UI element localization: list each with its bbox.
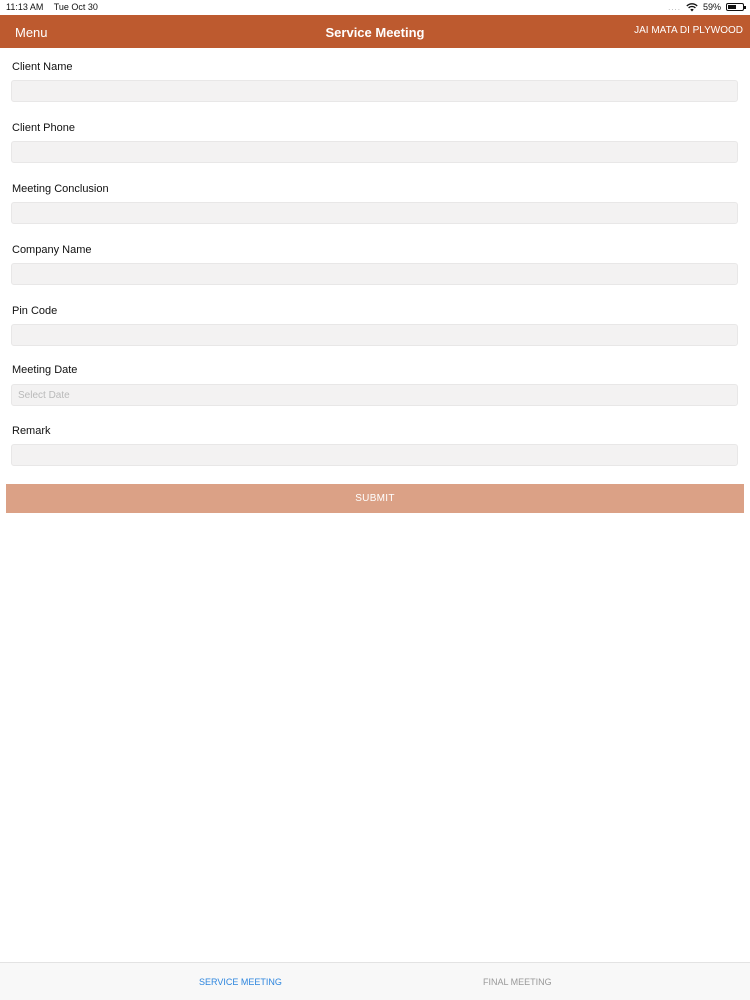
page-title: Service Meeting (325, 25, 425, 40)
tab-final-meeting[interactable]: FINAL MEETING (483, 977, 552, 987)
company-name-field-label: Company Name (12, 244, 92, 256)
status-left (6, 2, 106, 12)
status-bar (0, 0, 750, 15)
tab-bar (0, 962, 750, 1000)
remark-input[interactable] (11, 444, 738, 466)
client-name-input[interactable] (11, 80, 738, 102)
client-phone-label: Client Phone (12, 122, 75, 134)
status-right (668, 2, 744, 12)
meeting-conclusion-label: Meeting Conclusion (12, 183, 109, 195)
client-name-label: Client Name (12, 61, 73, 73)
status-date: Tue Oct 30 (53, 2, 98, 12)
client-phone-input[interactable] (11, 141, 738, 163)
meeting-date-input[interactable] (11, 384, 738, 406)
pin-code-label: Pin Code (12, 305, 58, 317)
nav-bar (0, 15, 750, 48)
menu-button[interactable]: Menu (15, 25, 48, 40)
submit-button[interactable]: SUBMIT (6, 484, 744, 513)
tab-service-meeting[interactable]: SERVICE MEETING (199, 977, 282, 987)
meeting-conclusion-input[interactable] (11, 202, 738, 224)
signal-icon: .... (668, 2, 681, 12)
remark-label: Remark (12, 425, 51, 437)
wifi-icon (686, 3, 698, 12)
meeting-date-label: Meeting Date (12, 364, 78, 376)
pin-code-input[interactable] (11, 324, 738, 346)
company-name-input[interactable] (11, 263, 738, 285)
battery-fill (728, 5, 736, 9)
battery-percent: 59% (702, 2, 721, 12)
status-time: 11:13 AM (6, 2, 44, 12)
battery-icon (726, 3, 744, 11)
company-name-label: JAI MATA DI PLYWOOD (634, 25, 743, 36)
